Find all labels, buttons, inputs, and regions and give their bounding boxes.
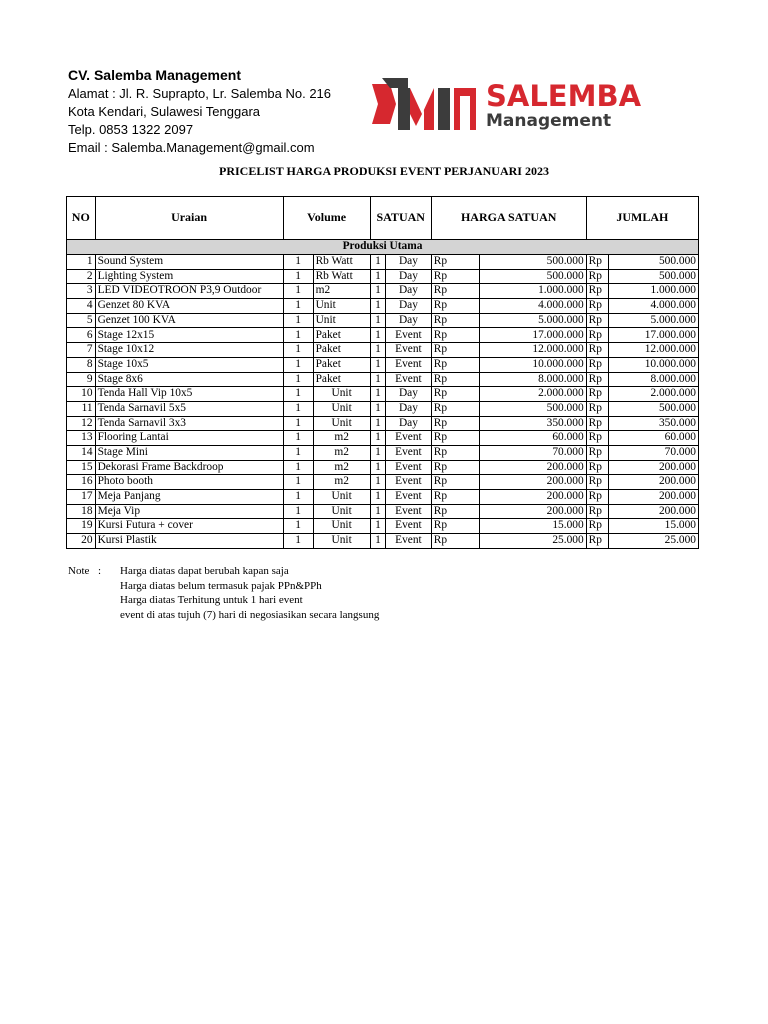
table-row: [67, 519, 699, 534]
table-row: [67, 416, 699, 431]
header-harga-satuan: HARGA SATUAN: [431, 197, 586, 240]
row-price: 200.000: [479, 460, 586, 475]
row-price: 1.000.000: [479, 284, 586, 299]
row-currency: Rp: [431, 416, 479, 431]
row-qty: 1: [283, 357, 313, 372]
row-item: Meja Vip: [95, 504, 283, 519]
logo-word-management: Management: [486, 111, 612, 131]
page-title: PRICELIST HARGA PRODUKSI EVENT PERJANUARI 2023: [219, 164, 549, 178]
table-row: [67, 504, 699, 519]
row-qty: 1: [283, 475, 313, 490]
row-item: Flooring Lantai: [95, 431, 283, 446]
row-no: 8: [67, 357, 96, 372]
row-satuan-qty: 1: [370, 372, 385, 387]
row-price: 15.000: [479, 519, 586, 534]
logo-mark-icon: [368, 74, 688, 134]
row-unit: m2: [313, 460, 370, 475]
row-item: Lighting System: [95, 269, 283, 284]
row-qty: 1: [283, 416, 313, 431]
row-currency: Rp: [431, 328, 479, 343]
row-item: Genzet 80 KVA: [95, 299, 283, 314]
row-unit: Unit: [313, 534, 370, 549]
table-row: [67, 490, 699, 505]
row-satuan-unit: Day: [386, 299, 432, 314]
row-currency: Rp: [431, 343, 479, 358]
row-currency: Rp: [431, 255, 479, 270]
row-price: 350.000: [479, 416, 586, 431]
row-currency: Rp: [431, 445, 479, 460]
row-item: Tenda Sarnavil 3x3: [95, 416, 283, 431]
note-label: Note: [68, 565, 90, 577]
row-price: 60.000: [479, 431, 586, 446]
row-price: 17.000.000: [479, 328, 586, 343]
table-row: [67, 401, 699, 416]
row-currency: Rp: [431, 460, 479, 475]
row-currency-total: Rp: [586, 343, 609, 358]
company-address: Alamat : Jl. R. Suprapto, Lr. Salemba No. 216: [68, 86, 332, 101]
row-no: 20: [67, 534, 96, 549]
header-uraian: Uraian: [95, 197, 283, 240]
table-row: [67, 534, 699, 549]
row-no: 13: [67, 431, 96, 446]
row-currency-total: Rp: [586, 284, 609, 299]
table-row: [67, 387, 699, 402]
row-satuan-qty: 1: [370, 299, 385, 314]
row-item: Meja Panjang: [95, 490, 283, 505]
row-currency-total: Rp: [586, 431, 609, 446]
row-item: Sound System: [95, 255, 283, 270]
row-total: 350.000: [609, 416, 699, 431]
row-unit: Unit: [313, 387, 370, 402]
row-no: 17: [67, 490, 96, 505]
row-satuan-qty: 1: [370, 269, 385, 284]
row-price: 25.000: [479, 534, 586, 549]
row-qty: 1: [283, 534, 313, 549]
row-satuan-qty: 1: [370, 357, 385, 372]
row-currency: Rp: [431, 357, 479, 372]
row-item: Stage 10x12: [95, 343, 283, 358]
row-unit: Unit: [313, 504, 370, 519]
row-qty: 1: [283, 401, 313, 416]
row-item: Genzet 100 KVA: [95, 313, 283, 328]
row-currency-total: Rp: [586, 357, 609, 372]
company-name: CV. Salemba Management: [68, 67, 241, 83]
row-satuan-qty: 1: [370, 313, 385, 328]
table-row: [67, 357, 699, 372]
row-satuan-unit: Event: [386, 504, 432, 519]
row-satuan-qty: 1: [370, 445, 385, 460]
row-no: 4: [67, 299, 96, 314]
row-total: 200.000: [609, 475, 699, 490]
table-row: [67, 460, 699, 475]
row-currency: Rp: [431, 519, 479, 534]
row-price: 500.000: [479, 401, 586, 416]
row-no: 15: [67, 460, 96, 475]
row-currency-total: Rp: [586, 460, 609, 475]
row-unit: Paket: [313, 372, 370, 387]
row-total: 60.000: [609, 431, 699, 446]
row-qty: 1: [283, 343, 313, 358]
note-line: Harga diatas dapat berubah kapan saja: [120, 565, 289, 577]
row-item: Kursi Plastik: [95, 534, 283, 549]
row-satuan-unit: Day: [386, 284, 432, 299]
row-total: 500.000: [609, 401, 699, 416]
row-unit: Unit: [313, 401, 370, 416]
row-satuan-qty: 1: [370, 490, 385, 505]
row-currency-total: Rp: [586, 504, 609, 519]
row-currency-total: Rp: [586, 445, 609, 460]
row-currency-total: Rp: [586, 416, 609, 431]
row-satuan-unit: Day: [386, 416, 432, 431]
table-row: [67, 299, 699, 314]
row-item: Stage 12x15: [95, 328, 283, 343]
row-unit: m2: [313, 431, 370, 446]
row-total: 25.000: [609, 534, 699, 549]
row-unit: Unit: [313, 299, 370, 314]
row-total: 17.000.000: [609, 328, 699, 343]
row-satuan-unit: Event: [386, 372, 432, 387]
salemba-logo: [368, 74, 688, 134]
row-price: 5.000.000: [479, 313, 586, 328]
row-total: 10.000.000: [609, 357, 699, 372]
company-email: Email : Salemba.Management@gmail.com: [68, 140, 315, 155]
row-total: 12.000.000: [609, 343, 699, 358]
row-satuan-unit: Day: [386, 313, 432, 328]
row-unit: Paket: [313, 328, 370, 343]
row-total: 200.000: [609, 504, 699, 519]
row-item: Tenda Sarnavil 5x5: [95, 401, 283, 416]
row-qty: 1: [283, 372, 313, 387]
row-item: Photo booth: [95, 475, 283, 490]
row-satuan-unit: Event: [386, 445, 432, 460]
note-lines: [120, 564, 379, 622]
row-satuan-qty: 1: [370, 255, 385, 270]
row-satuan-unit: Event: [386, 519, 432, 534]
row-no: 5: [67, 313, 96, 328]
section-row: [67, 240, 699, 255]
row-satuan-unit: Event: [386, 343, 432, 358]
row-unit: m2: [313, 445, 370, 460]
row-currency-total: Rp: [586, 299, 609, 314]
row-satuan-unit: Event: [386, 490, 432, 505]
row-currency-total: Rp: [586, 269, 609, 284]
row-satuan-qty: 1: [370, 416, 385, 431]
row-no: 12: [67, 416, 96, 431]
row-currency-total: Rp: [586, 313, 609, 328]
header-jumlah: JUMLAH: [586, 197, 698, 240]
row-qty: 1: [283, 269, 313, 284]
row-satuan-unit: Event: [386, 460, 432, 475]
row-no: 19: [67, 519, 96, 534]
row-price: 8.000.000: [479, 372, 586, 387]
table-row: [67, 255, 699, 270]
row-total: 1.000.000: [609, 284, 699, 299]
row-currency-total: Rp: [586, 490, 609, 505]
row-price: 12.000.000: [479, 343, 586, 358]
row-total: 200.000: [609, 460, 699, 475]
row-unit: Unit: [313, 490, 370, 505]
row-item: Kursi Futura + cover: [95, 519, 283, 534]
table-row: [67, 284, 699, 299]
company-info: [68, 66, 331, 157]
row-price: 200.000: [479, 504, 586, 519]
logo-word-salemba: SALEMBA: [486, 79, 642, 113]
row-price: 4.000.000: [479, 299, 586, 314]
row-no: 18: [67, 504, 96, 519]
row-total: 2.000.000: [609, 387, 699, 402]
row-total: 8.000.000: [609, 372, 699, 387]
company-phone: Telp. 0853 1322 2097: [68, 122, 194, 137]
row-item: Stage 8x6: [95, 372, 283, 387]
row-price: 500.000: [479, 269, 586, 284]
row-satuan-qty: 1: [370, 475, 385, 490]
note-colon: :: [98, 565, 102, 577]
row-currency: Rp: [431, 475, 479, 490]
row-satuan-qty: 1: [370, 431, 385, 446]
note-line: event di atas tujuh (7) hari di negosiasikan secara langsung: [120, 608, 380, 621]
row-satuan-qty: 1: [370, 387, 385, 402]
row-no: 10: [67, 387, 96, 402]
row-currency-total: Rp: [586, 534, 609, 549]
row-currency: Rp: [431, 401, 479, 416]
row-currency-total: Rp: [586, 255, 609, 270]
row-price: 200.000: [479, 475, 586, 490]
table-row: [67, 475, 699, 490]
row-currency-total: Rp: [586, 387, 609, 402]
row-unit: Unit: [313, 519, 370, 534]
row-satuan-qty: 1: [370, 401, 385, 416]
row-total: 5.000.000: [609, 313, 699, 328]
pricelist-table: [66, 196, 699, 549]
header-satuan: SATUAN: [370, 197, 431, 240]
row-item: Tenda Hall Vip 10x5: [95, 387, 283, 402]
row-currency: Rp: [431, 313, 479, 328]
row-currency: Rp: [431, 534, 479, 549]
row-satuan-unit: Event: [386, 431, 432, 446]
row-no: 7: [67, 343, 96, 358]
row-currency: Rp: [431, 299, 479, 314]
table-row: [67, 372, 699, 387]
row-unit: m2: [313, 284, 370, 299]
row-qty: 1: [283, 519, 313, 534]
row-currency-total: Rp: [586, 372, 609, 387]
row-item: LED VIDEOTROON P3,9 Outdoor: [95, 284, 283, 299]
row-qty: 1: [283, 490, 313, 505]
row-satuan-unit: Day: [386, 387, 432, 402]
row-no: 14: [67, 445, 96, 460]
row-satuan-qty: 1: [370, 460, 385, 475]
row-currency-total: Rp: [586, 328, 609, 343]
row-no: 11: [67, 401, 96, 416]
row-currency-total: Rp: [586, 475, 609, 490]
row-currency: Rp: [431, 284, 479, 299]
table-row: [67, 431, 699, 446]
row-no: 6: [67, 328, 96, 343]
row-satuan-unit: Day: [386, 401, 432, 416]
table-row: [67, 445, 699, 460]
row-currency: Rp: [431, 504, 479, 519]
row-satuan-qty: 1: [370, 343, 385, 358]
row-price: 70.000: [479, 445, 586, 460]
row-no: 9: [67, 372, 96, 387]
row-item: Dekorasi Frame Backdroop: [95, 460, 283, 475]
row-price: 10.000.000: [479, 357, 586, 372]
row-satuan-qty: 1: [370, 328, 385, 343]
section-label: Produksi Utama: [67, 240, 699, 255]
row-satuan-unit: Event: [386, 357, 432, 372]
row-total: 200.000: [609, 490, 699, 505]
row-price: 500.000: [479, 255, 586, 270]
row-total: 70.000: [609, 445, 699, 460]
table-row: [67, 269, 699, 284]
row-unit: Paket: [313, 343, 370, 358]
row-qty: 1: [283, 328, 313, 343]
row-item: Stage 10x5: [95, 357, 283, 372]
row-currency: Rp: [431, 387, 479, 402]
row-satuan-unit: Event: [386, 534, 432, 549]
row-price: 2.000.000: [479, 387, 586, 402]
table-row: [67, 328, 699, 343]
row-total: 500.000: [609, 255, 699, 270]
row-qty: 1: [283, 504, 313, 519]
row-currency: Rp: [431, 431, 479, 446]
row-qty: 1: [283, 445, 313, 460]
row-qty: 1: [283, 284, 313, 299]
row-unit: Rb Watt: [313, 255, 370, 270]
row-unit: Paket: [313, 357, 370, 372]
row-satuan-qty: 1: [370, 504, 385, 519]
note-line: Harga diatas Terhitung untuk 1 hari event: [120, 594, 303, 606]
header-volume: Volume: [283, 197, 370, 240]
row-price: 200.000: [479, 490, 586, 505]
row-total: 500.000: [609, 269, 699, 284]
row-unit: m2: [313, 475, 370, 490]
row-satuan-qty: 1: [370, 534, 385, 549]
row-qty: 1: [283, 431, 313, 446]
row-qty: 1: [283, 460, 313, 475]
row-total: 15.000: [609, 519, 699, 534]
row-satuan-unit: Event: [386, 475, 432, 490]
note-line: Harga diatas belum termasuk pajak PPn&PPh: [120, 579, 322, 592]
row-no: 1: [67, 255, 96, 270]
company-city: Kota Kendari, Sulawesi Tenggara: [68, 104, 260, 119]
row-item: Stage Mini: [95, 445, 283, 460]
row-currency-total: Rp: [586, 519, 609, 534]
row-no: 16: [67, 475, 96, 490]
row-satuan-unit: Day: [386, 255, 432, 270]
row-no: 2: [67, 269, 96, 284]
table-header-row: [67, 197, 699, 240]
row-satuan-unit: Event: [386, 328, 432, 343]
header-no: NO: [67, 197, 96, 240]
row-satuan-qty: 1: [370, 519, 385, 534]
row-satuan-qty: 1: [370, 284, 385, 299]
row-currency-total: Rp: [586, 401, 609, 416]
row-no: 3: [67, 284, 96, 299]
row-satuan-unit: Day: [386, 269, 432, 284]
row-currency: Rp: [431, 490, 479, 505]
table-row: [67, 343, 699, 358]
row-qty: 1: [283, 255, 313, 270]
row-currency: Rp: [431, 269, 479, 284]
row-qty: 1: [283, 299, 313, 314]
row-unit: Unit: [313, 313, 370, 328]
row-unit: Rb Watt: [313, 269, 370, 284]
row-qty: 1: [283, 313, 313, 328]
row-total: 4.000.000: [609, 299, 699, 314]
row-qty: 1: [283, 387, 313, 402]
row-unit: Unit: [313, 416, 370, 431]
row-currency: Rp: [431, 372, 479, 387]
table-row: [67, 313, 699, 328]
